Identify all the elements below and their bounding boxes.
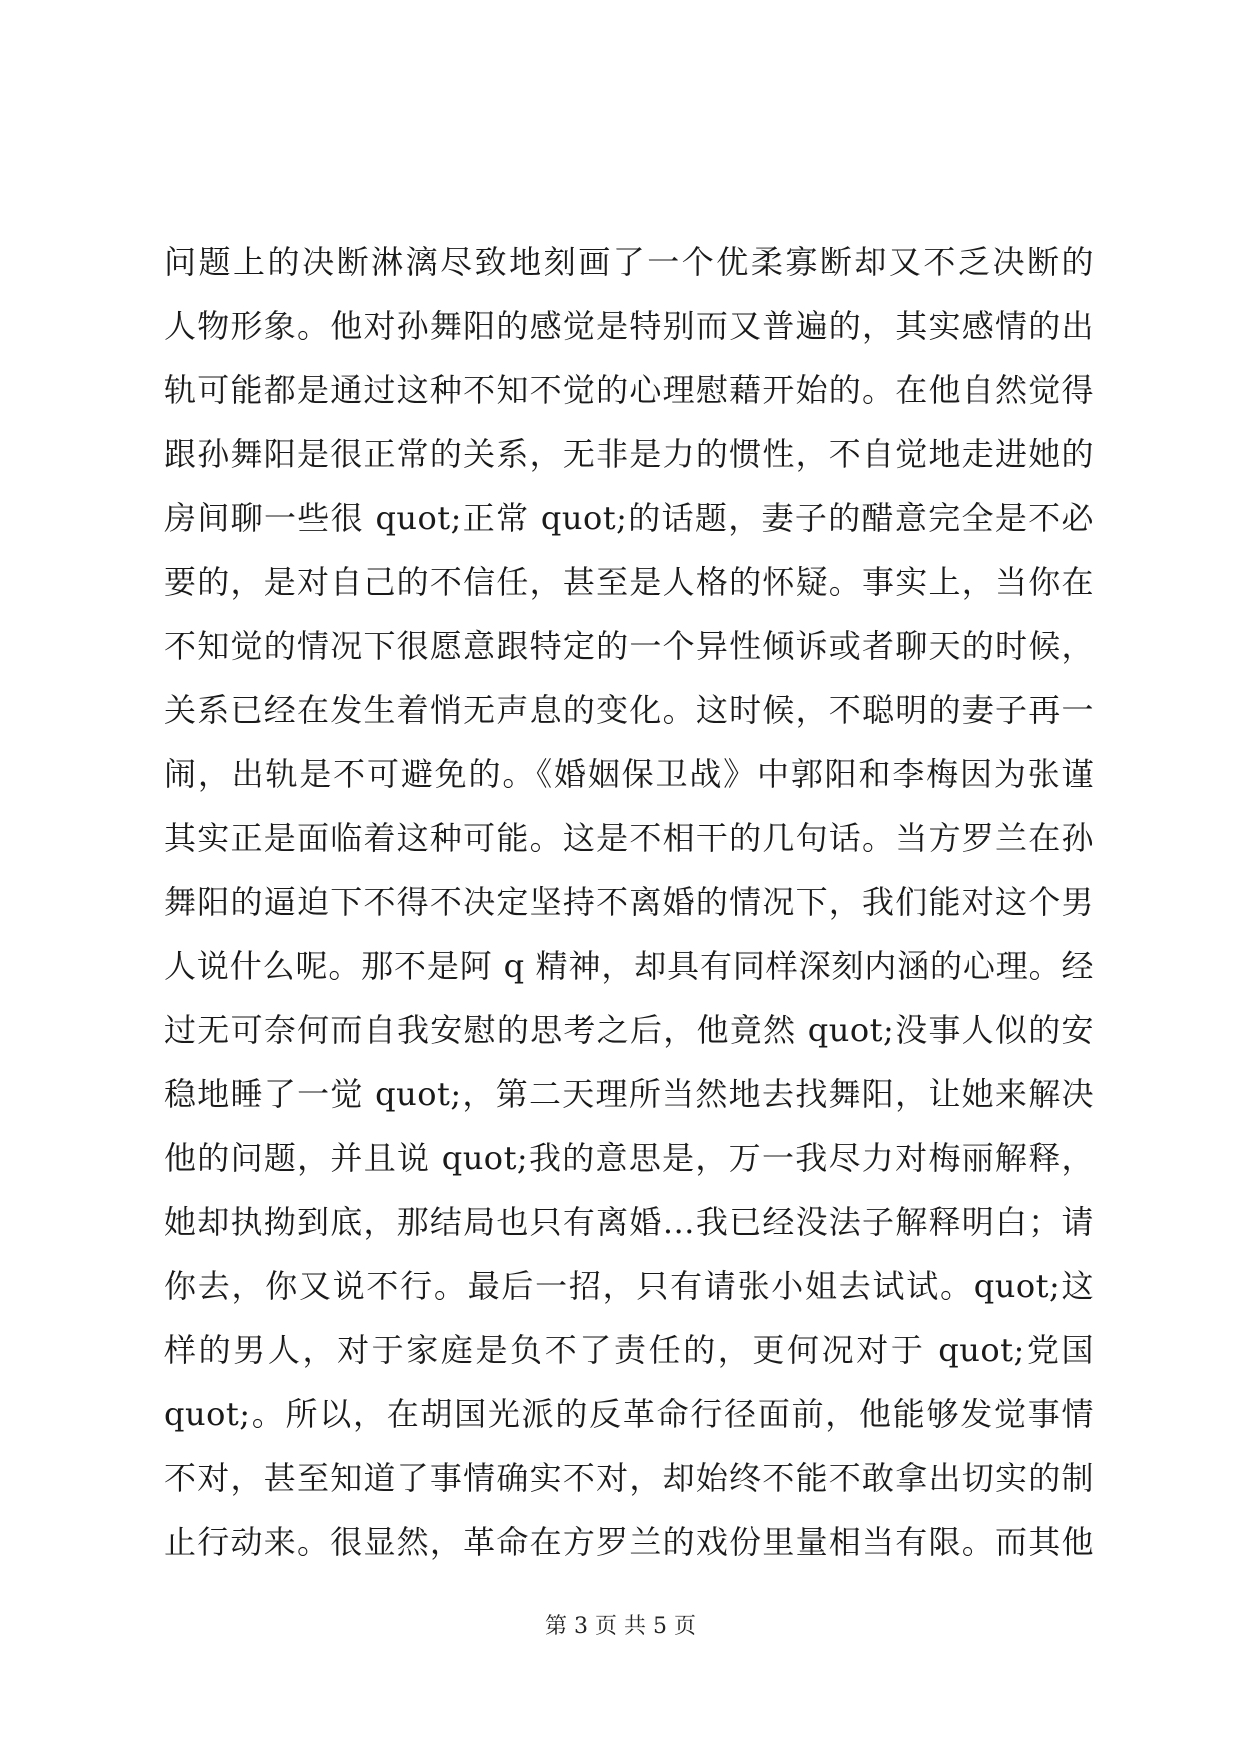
text-line: 他的问题，并且说 quot;我的意思是，万一我尽力对梅丽解释，: [164, 1139, 1094, 1177]
text-line: 样的男人，对于家庭是负不了责任的，更何况对于 quot;党国: [164, 1331, 1094, 1369]
text-line: quot;。所以，在胡国光派的反革命行径面前，他能够发觉事情: [164, 1395, 1094, 1433]
text-line: 不对，甚至知道了事情确实不对，却始终不能不敢拿出切实的制: [164, 1459, 1094, 1497]
text-line: 稳地睡了一觉 quot;，第二天理所当然地去找舞阳，让她来解决: [164, 1075, 1094, 1113]
text-line: 舞阳的逼迫下不得不决定坚持不离婚的情况下，我们能对这个男: [164, 883, 1094, 921]
text-line: 她却执拗到底，那结局也只有离婚…我已经没法子解释明白；请: [164, 1203, 1094, 1241]
text-line: 房间聊一些很 quot;正常 quot;的话题，妻子的醋意完全是不必: [164, 499, 1094, 537]
text-line: 轨可能都是通过这种不知不觉的心理慰藉开始的。在他自然觉得: [164, 371, 1094, 409]
text-line: 要的，是对自己的不信任，甚至是人格的怀疑。事实上，当你在: [164, 563, 1094, 601]
text-line: 人物形象。他对孙舞阳的感觉是特别而又普遍的，其实感情的出: [164, 307, 1094, 345]
text-line: 问题上的决断淋漓尽致地刻画了一个优柔寡断却又不乏决断的: [164, 243, 1094, 281]
text-line: 人说什么呢。那不是阿 q 精神，却具有同样深刻内涵的心理。经: [164, 947, 1094, 985]
body-text: [164, 230, 1094, 1574]
page-footer: 第 3 页 共 5 页: [545, 1614, 696, 1639]
text-line: 不知觉的情况下很愿意跟特定的一个异性倾诉或者聊天的时候，: [164, 627, 1094, 665]
text-line: 止行动来。很显然，革命在方罗兰的戏份里量相当有限。而其他: [164, 1523, 1094, 1561]
text-line: 闹，出轨是不可避免的。《婚姻保卫战》中郭阳和李梅因为张谨: [164, 755, 1094, 793]
text-line: 你去，你又说不行。最后一招，只有请张小姐去试试。quot;这: [164, 1267, 1094, 1305]
text-line: 关系已经在发生着悄无声息的变化。这时候，不聪明的妻子再一: [164, 691, 1094, 729]
text-line: 跟孙舞阳是很正常的关系，无非是力的惯性，不自觉地走进她的: [164, 435, 1094, 473]
text-line: 其实正是面临着这种可能。这是不相干的几句话。当方罗兰在孙: [164, 819, 1094, 857]
text-line: 过无可奈何而自我安慰的思考之后，他竟然 quot;没事人似的安: [164, 1011, 1094, 1049]
